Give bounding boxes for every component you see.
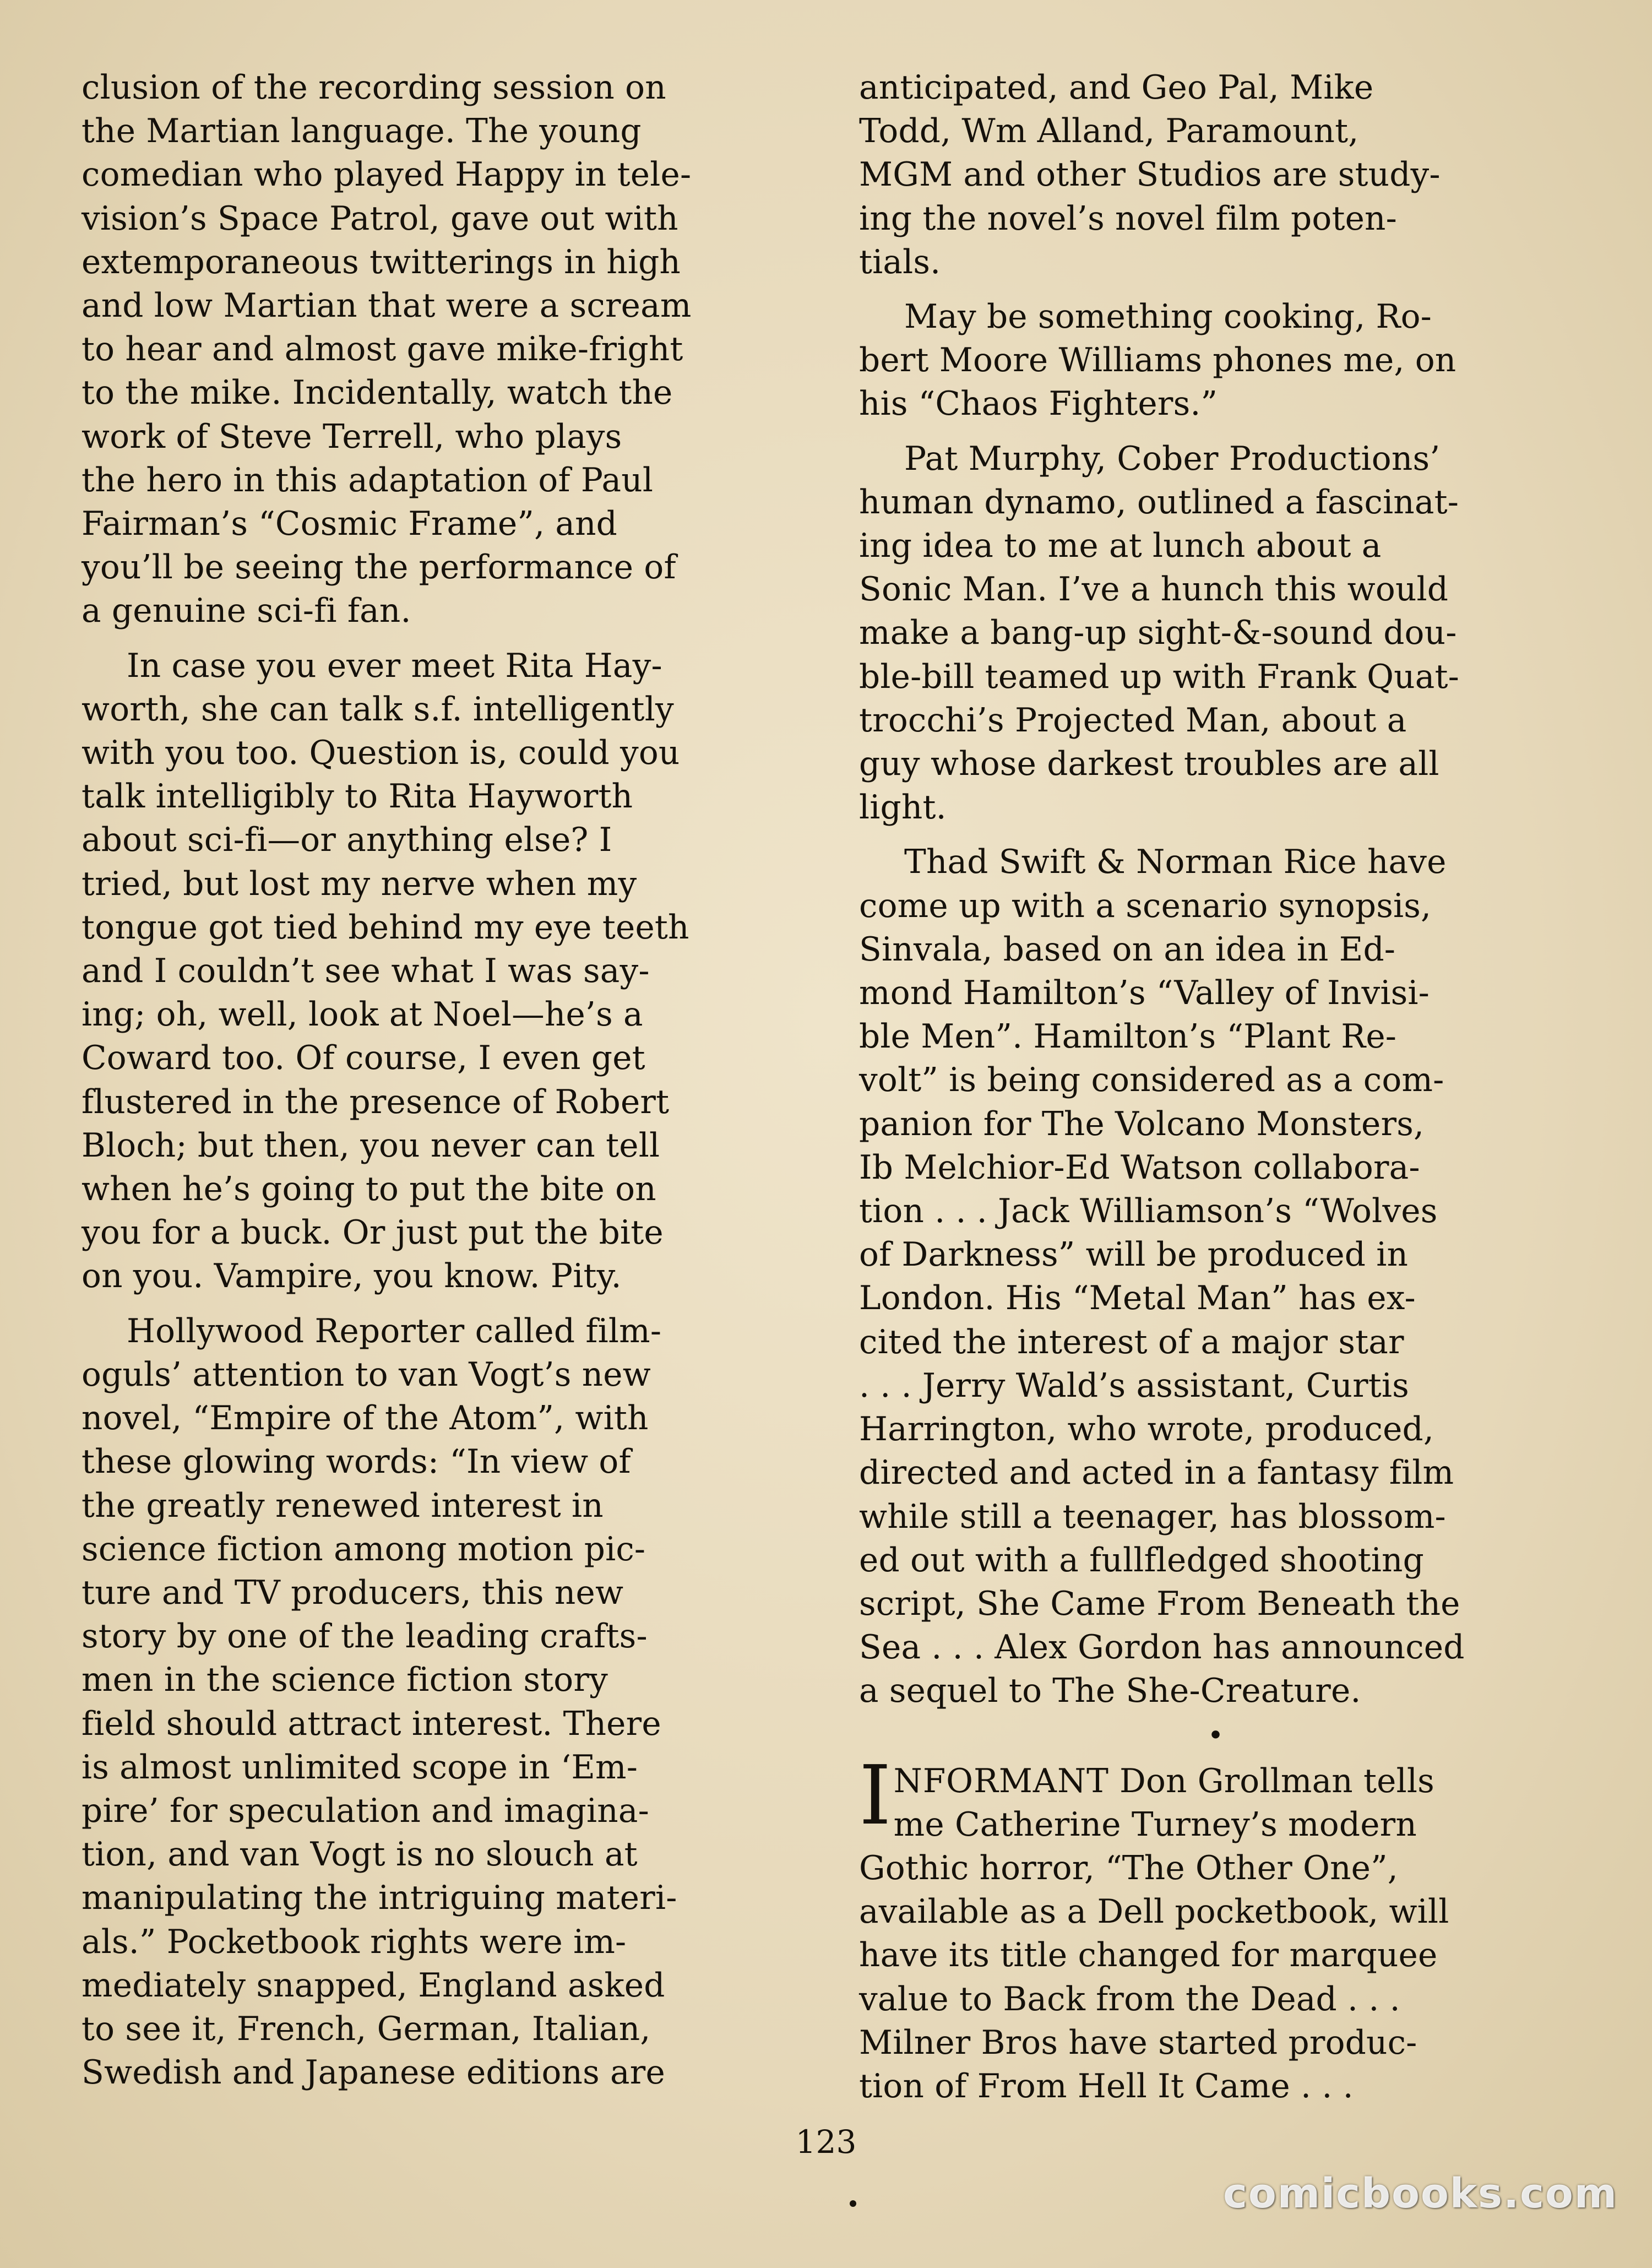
ink-dot — [850, 2200, 856, 2207]
paragraph: May be something cooking, Ro- bert Moore Williams phones me, on his “Chaos Fighters.” — [859, 298, 1457, 424]
paragraph: Pat Murphy, Cober Productions’ human dynamo, outlined a fascinat- ing idea to me at lunch about a Sonic Man. I’ve a hunch this would make a bang-up sight-&-sound dou- ble-bill teamed up with Frank Quat- trocchi’s Projected Man, about a guy whose darkest troubles are all light. — [859, 440, 1459, 827]
paragraph: Hollywood Reporter called film- oguls’ attention to van Vogt’s new novel, “Empire of the Atom”, with these glowing words: “In view of the greatly renewed interest in science fiction among motion pic- ture and TV producers, this new story by one of the leading crafts- men in the science fiction story field should attract interest. There is almost unlimited scope in ‘Em- pire’ for speculation and imagina- tion, and van Vogt is no slouch at manipulating the intriguing materi- als.” Pocketbook rights were im- mediately snapped, England asked to see it, French, German, Italian, Swedish and Japanese editions are — [81, 1312, 677, 2092]
informant-text: Don Grollman tells me Catherine Turney’s modern Gothic horror, “The Other One”, available as a Dell pocketbook, will have its title changed for marquee value to Back from the Dead . . . Milner Bros have started produc- tion of From Hell It Came . . . — [859, 1762, 1449, 2106]
watermark-logo: comicbooks.com — [1223, 2170, 1618, 2217]
left-column — [81, 66, 795, 2106]
paragraph: clusion of the recording session on the Martian language. The young comedian who played Happy in tele- vision’s Space Patrol, gave out with extemporaneous twitterings in high and low Martian that were a scream to hear and almost gave mike-fright to the mike. Incidentally, watch the work of Steve Terrell, who plays the hero in this adaptation of Paul Fairman’s “Cosmic Frame”, and you’ll be seeing the performance of a genuine sci-fi fan. — [81, 69, 692, 631]
lead-word: NFORMANT — [893, 1762, 1109, 1800]
paragraph: Thad Swift & Norman Rice have come up with a scenario synopsis, Sinvala, based on an idea in Ed- mond Hamilton’s “Valley of Invisi- ble Men”. Hamilton’s “Plant Re- volt” is being considered as a com- panion for The Volcano Monsters, Ib Melchior-Ed Watson collabora- tion . . . Jack Williamson’s “Wolves of Darkness” will be produced in London. His “Metal Man” has ex- cited the interest of a major star . . . Jerry Wald’s assistant, Curtis Harrington, who wrote, produced, directed and acted in a fantasy film while still a teenager, has blossom- ed out with a fullfledged shooting script, She Came From Beneath the Sea . . . Alex Gordon has announced a sequel to The She-Creature. — [859, 843, 1465, 1711]
right-column — [859, 66, 1572, 2119]
informant-paragraph — [859, 1748, 1572, 2109]
section-separator: • — [1207, 1719, 1224, 1751]
page-number: 123 — [795, 2123, 857, 2161]
paragraph: In case you ever meet Rita Hay- worth, she can talk s.f. intelligently with you too. Question is, could you talk intelligibly to Rita Hayworth about sci-fi—or anything else? I tried, but lost my nerve when my tongue got tied behind my eye teeth and I couldn’t see what I was say- ing; oh, well, look at Noel—he’s a Coward too. Of course, I even get flustered in the presence of Robert Bloch; but then, you never can tell when he’s going to put the bite on you for a buck. Or just put the bite on you. Vampire, you know. Pity. — [81, 647, 689, 1296]
drop-cap: I — [859, 1748, 892, 1843]
paragraph: anticipated, and Geo Pal, Mike Todd, Wm Alland, Paramount, MGM and other Studios are study- ing the novel’s novel film poten- tials. — [859, 69, 1441, 281]
